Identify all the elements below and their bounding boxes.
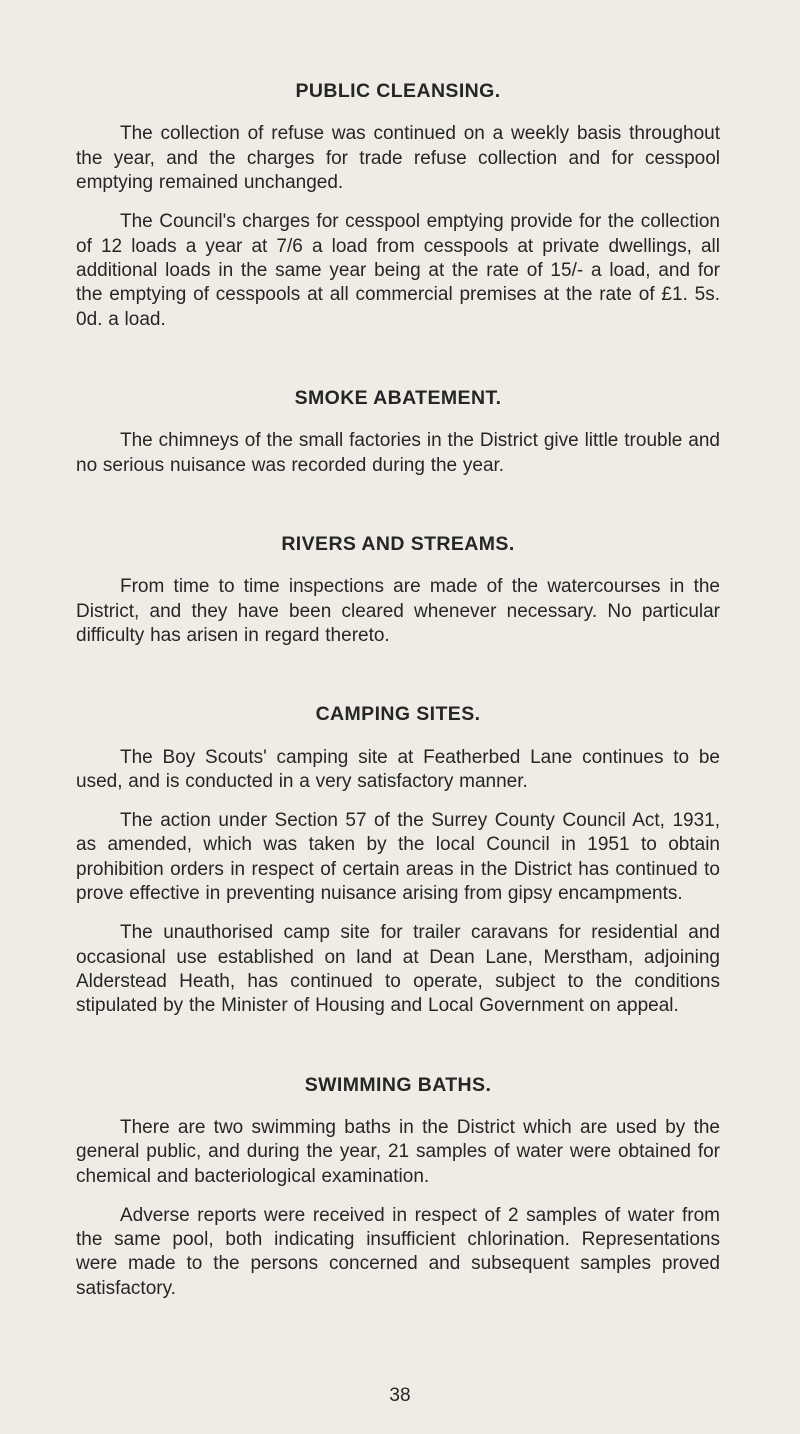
paragraph: The Council's charges for cesspool emptying provide for the collection of 12 loads a year at 7/6 a load from cesspools at private dwellings, all additional loads in the same year being at the rate of 15/- a load, and for the emptying of cesspools at all commercial premises at the rate of £1. 5s. 0d. a load. (76, 211, 720, 330)
document-page (76, 80, 720, 1316)
paragraph: The collection of refuse was continued on a weekly basis throughout the year, and the charges for trade refuse collection and for cesspool emptying remained unchanged. (76, 123, 720, 194)
section-spacer (76, 663, 720, 703)
section-rivers-and-streams (76, 533, 720, 648)
page-number: 38 (389, 1385, 411, 1406)
section-heading: SMOKE ABATEMENT. (294, 386, 502, 409)
paragraph: The chimneys of the small factories in the District give little trouble and no serious nuisance was recorded during the year. (76, 430, 720, 476)
section-camping-sites (76, 703, 720, 1018)
section-smoke-abatement (76, 387, 720, 478)
section-heading: SWIMMING BATHS. (304, 1073, 492, 1096)
section-swimming-baths (76, 1074, 720, 1302)
section-heading: PUBLIC CLEANSING. (295, 80, 501, 102)
section-heading: CAMPING SITES. (315, 703, 481, 726)
paragraph: The unauthorised camp site for trailer caravans for residential and occasional use established on land at Dean Lane, Merstham, adjoining Alderstead Heath, has continued to operate, subject to the conditions stipulated by the Minister of Housing and Local Government on appeal. (76, 922, 720, 1017)
paragraph: From time to time inspections are made of the watercourses in the District, and they have been cleared whenever necessary. No particular difficulty has arisen in regard thereto. (76, 576, 720, 646)
paragraph: There are two swimming baths in the District which are used by the general public, and during the year, 21 samples of water were obtained for chemical and bacteriological examination. (76, 1116, 720, 1187)
paragraph: The action under Section 57 of the Surrey County Council Act, 1931, as amended, which was taken by the local Council in 1951 to obtain prohibition orders in respect of certain areas in the District has continued to prove effective in preventing nuisance arising from gipsy encampments. (76, 810, 720, 905)
section-public-cleansing (76, 80, 720, 332)
section-heading: RIVERS AND STREAMS. (281, 532, 515, 555)
section-spacer (76, 347, 720, 387)
paragraph: The Boy Scouts' camping site at Featherbed Lane continues to be used, and is conducted in a very satisfactory manner. (76, 746, 720, 792)
paragraph: Adverse reports were received in respect of 2 samples of water from the same pool, both indicating insufficient chlorination. Representations were made to the persons concerned and subsequent samples proved satisfactory. (76, 1204, 720, 1299)
section-spacer (76, 493, 720, 533)
section-spacer (76, 1034, 720, 1074)
